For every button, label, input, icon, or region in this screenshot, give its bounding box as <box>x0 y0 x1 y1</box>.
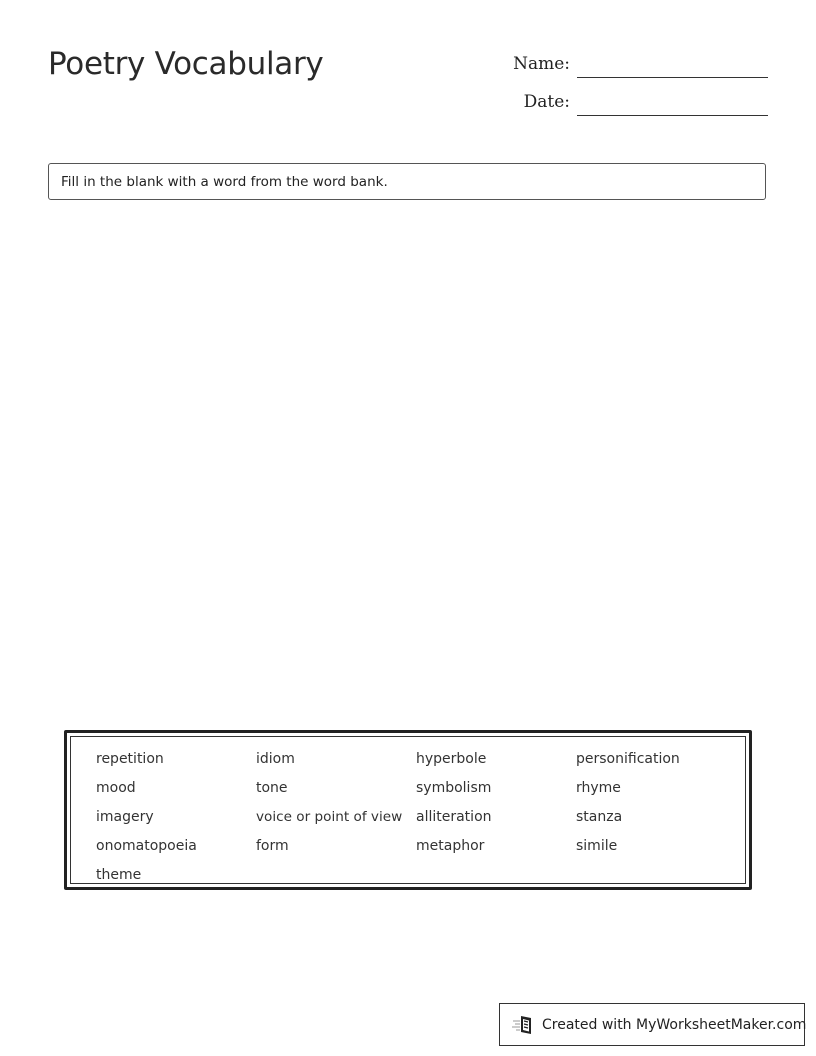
word-bank-item: form <box>256 838 289 854</box>
date-label: Date: <box>523 92 570 112</box>
worksheet-title: Poetry Vocabulary <box>48 46 324 82</box>
word-bank-item: idiom <box>256 751 295 767</box>
name-label: Name: <box>513 54 570 74</box>
word-bank-item: symbolism <box>416 780 492 796</box>
word-bank-item: mood <box>96 780 136 796</box>
word-bank-item: voice or point of view <box>256 809 403 825</box>
word-bank-item: imagery <box>96 809 154 825</box>
date-blank-line[interactable] <box>577 115 768 116</box>
name-field[interactable] <box>500 48 768 78</box>
word-bank-item: hyperbole <box>416 751 487 767</box>
word-bank-item: onomatopoeia <box>96 838 197 854</box>
word-bank-item: theme <box>96 867 142 883</box>
name-blank-line[interactable] <box>577 77 768 78</box>
word-bank-item: stanza <box>576 809 623 825</box>
word-bank <box>64 730 752 890</box>
word-bank-item: simile <box>576 838 618 854</box>
word-bank-item: alliteration <box>416 809 492 825</box>
created-with-badge[interactable] <box>499 1003 805 1046</box>
word-bank-item: repetition <box>96 751 164 767</box>
word-bank-item: rhyme <box>576 780 621 796</box>
myworksheetmaker-logo-icon <box>512 1014 536 1036</box>
credit-text: Created with MyWorksheetMaker.com <box>542 1016 807 1033</box>
word-bank-item: metaphor <box>416 838 485 854</box>
word-bank-item: tone <box>256 780 288 796</box>
word-bank-inner <box>70 736 746 884</box>
instructions-text: Fill in the blank with a word from the word bank. <box>61 174 388 190</box>
instructions-box <box>48 163 766 200</box>
word-bank-item: personification <box>576 751 680 767</box>
date-field[interactable] <box>500 86 768 116</box>
